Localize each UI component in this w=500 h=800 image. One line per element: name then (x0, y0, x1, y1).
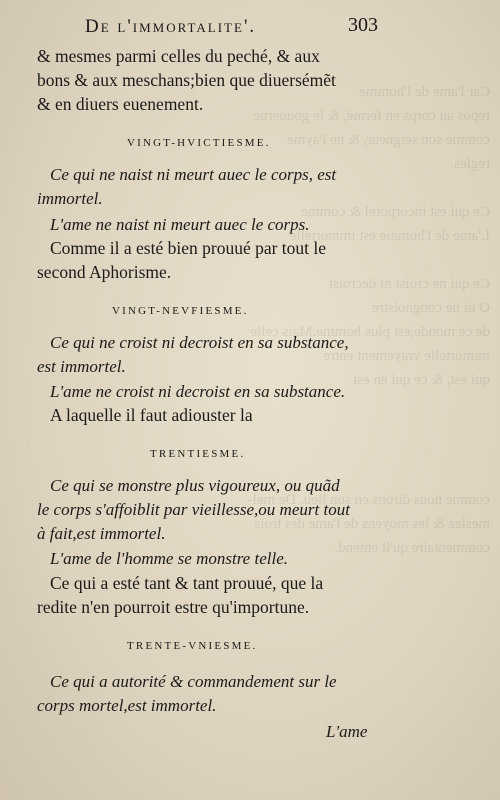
text-line: A laquelle il faut adiouster la (50, 405, 253, 425)
text-line: Ce qui ne croist ni decroist en sa substance, (50, 333, 349, 352)
section-heading: VINGT-NEVFIESME. (112, 305, 249, 317)
text-line: corps mortel,est immortel. (37, 696, 217, 715)
running-title: De l'immortalite'. (85, 16, 257, 37)
text-line: immortel. (37, 189, 103, 208)
page-number: 303 (348, 14, 378, 36)
text-line: L'ame ne naist ni meurt auec le corps. (50, 215, 310, 234)
text-line: & mesmes parmi celles du peché, & aux (37, 46, 320, 66)
text-line: L'ame ne croist ni decroist en sa substance. (50, 382, 346, 401)
text-line: le corps s'affoiblit par vieillesse,ou meurt tout (37, 500, 350, 519)
text-line: Comme il a esté bien prouué par tout le (50, 238, 327, 258)
section-heading: TRENTIESME. (150, 448, 246, 460)
text-line: est immortel. (37, 357, 126, 376)
text-line: second Aphorisme. (37, 262, 172, 282)
text-line: bons & aux meschans;bien que diuersémẽt (37, 70, 336, 90)
text-line: Ce qui se monstre plus vigoureux, ou quãd (50, 476, 340, 495)
text-line: Ce qui ne naist ni meurt auec le corps, est (50, 165, 337, 184)
section-heading: TRENTE-VNIESME. (127, 640, 258, 652)
section-heading: VINGT-HVICTIESME. (127, 137, 271, 149)
text-line: & en diuers euenement. (37, 94, 204, 114)
text-line: Ce qui a autorité & commandement sur le (50, 672, 337, 691)
text-line: L'ame de l'homme se monstre telle. (50, 549, 288, 568)
show-through-text: Car l'ame de l'homme repos au corps en fermé, & le gouuerne comme son seigneur, & ne l'ayme regles. Ce qui est incorporel & comme L'ame de l'homme est immortelle Ce qui ne croist ni decroist O ui ne congnoistre de ce monde,est plus homme.Mais celle immortelle vrayement entre qui est, & ce qui en est comme nous dirons en son lieu. De mel- meslez & les moyens de l'ame des trois commentaire qu'il entend. (247, 84, 490, 556)
text-line: à fait,est immortel. (37, 524, 166, 543)
text-line: redite n'en pourroit estre qu'importune. (37, 597, 310, 617)
catchword: L'ame (326, 722, 368, 741)
text-line: Ce qui a esté tant & tant prouué, que la (50, 573, 324, 593)
